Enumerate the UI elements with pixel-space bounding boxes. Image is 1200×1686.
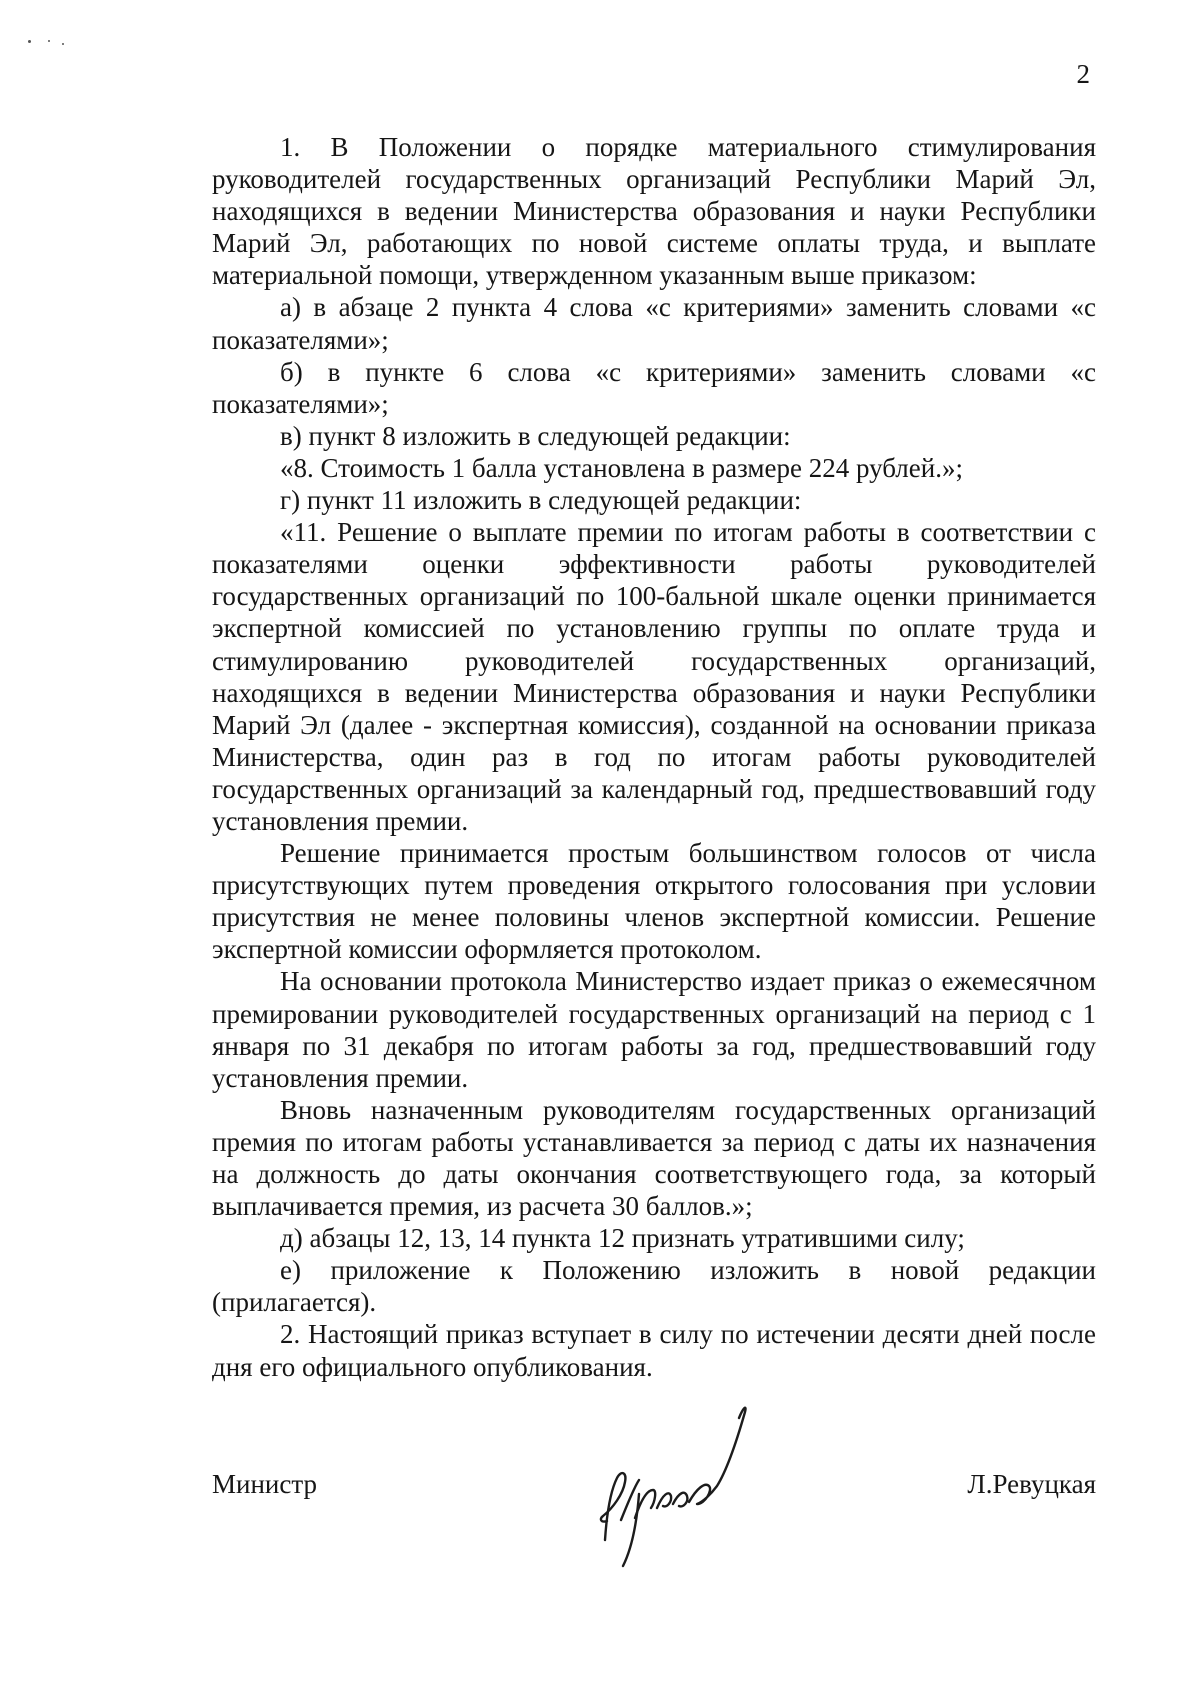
- paragraph: 1. В Положении о порядке материального стимулирования руководителей государственных организаций Республики Марий Эл, находящихся в ведении Министерства образования и науки Республики Марий Эл, работающих по новой системе оплаты труда, и выплате материальной помощи, утвержденном указанным выше приказом:: [212, 132, 1096, 291]
- paragraph: а) в абзаце 2 пункта 4 слова «с критериями» заменить словами «с показателями»;: [212, 292, 1096, 355]
- paragraph: г) пункт 11 изложить в следующей редакции:: [280, 485, 802, 516]
- paragraph: д) абзацы 12, 13, 14 пункта 12 признать утратившими силу;: [280, 1223, 965, 1254]
- signatory-title: Министр: [212, 1469, 317, 1499]
- paragraph: Вновь назначенным руководителям государственных организаций премия по итогам работы устанавливается за период с даты их назначения на должность до даты окончания соответствующего года, за который выплачивается премия, из расчета 30 баллов.»;: [212, 1094, 1096, 1222]
- scan-artifact: [28, 40, 31, 43]
- scan-artifact: [48, 40, 50, 42]
- handwritten-signature: [577, 1390, 767, 1570]
- paragraph: «11. Решение о выплате премии по итогам работы в соответствии с показателями оценки эффективности работы руководителей государственных организаций по 100-бальной шкале оценки принимается экспертной комиссией по установлению группы по оплате труда и стимулированию руководителей государственных организаций, находящихся в ведении Министерства образования и науки Республики Марий Эл (далее - экспертная комиссия), созданной на основании приказа Министерства, один раз в год по итогам работы руководителей государственных организаций за календарный год, предшествовавший году установления премии.: [212, 517, 1096, 836]
- signatory-name: Л.Ревуцкая: [967, 1469, 1096, 1499]
- paragraph: «8. Стоимость 1 балла установлена в размере 224 рублей.»;: [280, 452, 963, 483]
- signature-block: [212, 1440, 1096, 1580]
- paragraph: На основании протокола Министерство издает приказ о ежемесячном премировании руководителей государственных организаций на период с 1 января по 31 декабря по итогам работы за год, предшествовавший году установления премии.: [212, 966, 1096, 1093]
- paragraph: 2. Настоящий приказ вступает в силу по истечении десяти дней после дня его официального опубликования.: [212, 1319, 1096, 1382]
- paragraph: б) в пункте 6 слова «с критериями» заменить словами «с показателями»;: [212, 356, 1096, 419]
- paragraph: Решение принимается простым большинством голосов от числа присутствующих путем проведения открытого голосования при условии присутствия не менее половины членов экспертной комиссии. Решение экспертной комиссии оформляется протоколом.: [212, 838, 1096, 965]
- paragraph: в) пункт 8 изложить в следующей редакции:: [280, 420, 791, 451]
- paragraph: е) приложение к Положению изложить в новой редакции (прилагается).: [212, 1255, 1096, 1318]
- page-number: 2: [1076, 59, 1090, 89]
- document-body: [212, 131, 1096, 1383]
- scan-artifact: [62, 43, 64, 45]
